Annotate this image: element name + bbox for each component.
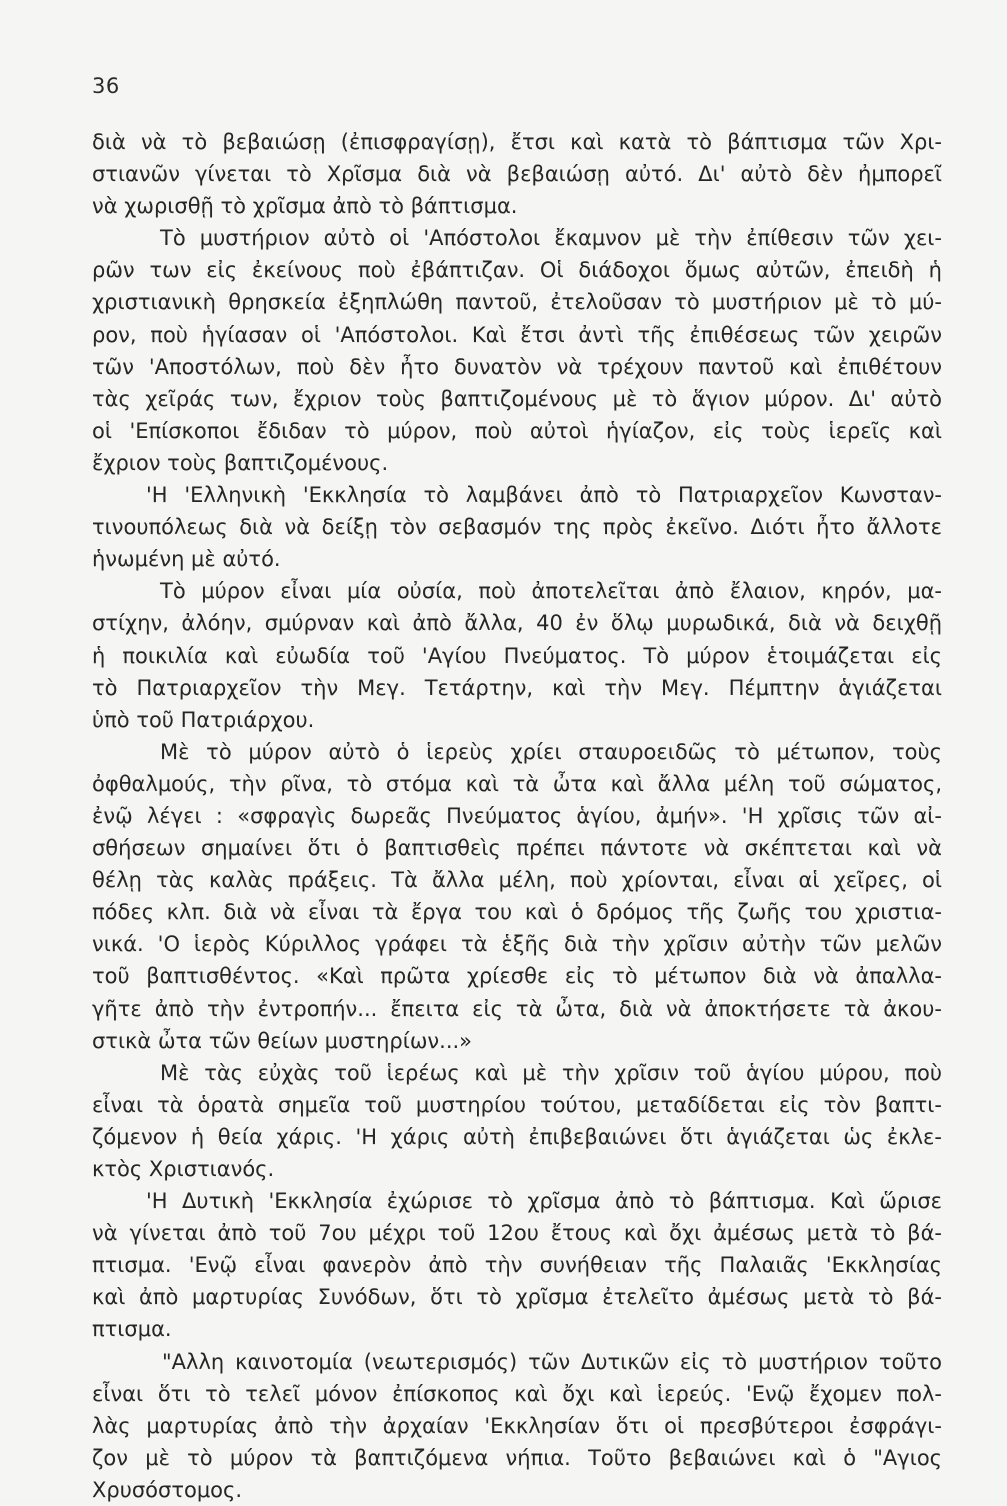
text-line: "Αλλη καινοτομία (νεωτερισμός) τῶν Δυτικῶν εἰς τὸ μυστήριον τοῦτο (162, 1349, 942, 1374)
text-line: λὰς μαρτυρίας ἀπὸ τὴν ἀρχαίαν 'Εκκλησίαν ὅτι οἱ πρεσβύτεροι ἐσφράγι- (92, 1413, 942, 1438)
text-line: ἔχριον τοὺς βαπτιζομένους. (92, 450, 389, 475)
page-number: 36 (92, 74, 120, 98)
text-line: στικὰ ὦτα τῶν θείων μυστηρίων...» (92, 1028, 473, 1053)
text-line: χριστιανικὴ θρησκεία ἐξηπλώθη παντοῦ, ἐτελοῦσαν τὸ μυστήριον μὲ τὸ μύ- (92, 290, 942, 315)
text-line: Χρυσόστομος. (92, 1477, 243, 1502)
text-line: τὰς χεῖράς των, ἔχριον τοὺς βαπτιζομένους μὲ τὸ ἅγιον μύρον. Δι' αὐτὸ (92, 386, 942, 411)
text-line: πτισμα. (92, 1317, 172, 1342)
text-line: τῶν 'Αποστόλων, ποὺ δὲν ἦτο δυνατὸν νὰ τρέχουν παντοῦ καὶ ἐπιθέτουν (92, 354, 942, 379)
text-line: πόδες κλπ. διὰ νὰ εἶναι τὰ ἔργα του καὶ ὁ δρόμος τῆς ζωῆς του χριστια- (92, 900, 942, 925)
body-text (92, 126, 942, 1506)
text-line: ζόμενον ἡ θεία χάρις. 'Η χάρις αὐτὴ ἐπιβεβαιώνει ὅτι ἁγιάζεται ὡς ἐκλε- (92, 1124, 942, 1149)
text-line: θέλῃ τὰς καλὰς πράξεις. Τὰ ἄλλα μέλη, ποὺ χρίονται, εἶναι αἱ χεῖρες, οἱ (92, 868, 942, 893)
text-line: Μὲ τὰς εὐχὰς τοῦ ἱερέως καὶ μὲ τὴν χρῖσιν τοῦ ἁγίου μύρου, ποὺ (160, 1060, 942, 1085)
text-line: Μὲ τὸ μύρον αὐτὸ ὁ ἱερεὺς χρίει σταυροειδῶς τὸ μέτωπον, τοὺς (160, 739, 942, 764)
text-line: 'Η 'Ελληνικὴ 'Εκκλησία τὸ λαμβάνει ἀπὸ τὸ Πατριαρχεῖον Κωνσταν- (146, 483, 942, 508)
text-line: νὰ χωρισθῇ τὸ χρῖσμα ἀπὸ τὸ βάπτισμα. (92, 194, 518, 219)
text-line: κτὸς Χριστιανός. (92, 1157, 275, 1181)
text-line: εἶναι τὰ ὁρατὰ σημεῖα τοῦ μυστηρίου τούτου, μεταδίδεται εἰς τὸν βαπτι- (92, 1092, 942, 1117)
text-line: εἶναι ὅτι τὸ τελεῖ μόνον ἐπίσκοπος καὶ ὄχι καὶ ἱερεύς. 'Ενῷ ἔχομεν πολ- (92, 1381, 942, 1406)
text-line: τοῦ βαπτισθέντος. «Καὶ πρῶτα χρίεσθε εἰς τὸ μέτωπον διὰ νὰ ἀπαλλα- (92, 964, 942, 989)
text-line: ἡ ποικιλία καὶ εὐωδία τοῦ 'Αγίου Πνεύματος. Τὸ μύρον ἑτοιμάζεται εἰς (92, 643, 942, 668)
text-line: πτισμα. 'Ενῷ εἶναι φανερὸν ἀπὸ τὴν συνήθειαν τῆς Παλαιᾶς 'Εκκλησίας (92, 1253, 942, 1278)
text-line: ἐνῷ λέγει : «σφραγὶς δωρεᾶς Πνεύματος ἁγίου, ἀμήν». 'Η χρῖσις τῶν αἰ- (92, 803, 942, 828)
text-line: γῆτε ἀπὸ τὴν ἐντροπήν... ἔπειτα εἰς τὰ ὦτα, διὰ νὰ ἀποκτήσετε τὰ ἀκου- (92, 996, 942, 1021)
text-line: στίχην, ἀλόην, σμύρναν καὶ ἀπὸ ἄλλα, 40 ἐν ὅλῳ μυρωδικά, διὰ νὰ δειχθῇ (92, 611, 942, 636)
text-line: οἱ 'Επίσκοποι ἔδιδαν τὸ μύρον, ποὺ αὐτοὶ ἡγίαζον, εἰς τοὺς ἱερεῖς καὶ (92, 418, 942, 443)
text-line: 'Η Δυτικὴ 'Εκκλησία ἐχώρισε τὸ χρῖσμα ἀπὸ τὸ βάπτισμα. Καὶ ὥρισε (146, 1189, 942, 1214)
text-line: τινουπόλεως διὰ νὰ δείξῃ τὸν σεβασμόν της πρὸς ἐκεῖνο. Διότι ἦτο ἄλλοτε (92, 515, 942, 540)
text-line: σθήσεων σημαίνει ὅτι ὁ βαπτισθεὶς πρέπει πάντοτε νὰ σκέπτεται καὶ νὰ (92, 836, 942, 861)
text-line: Τὸ μυστήριον αὐτὸ οἱ 'Απόστολοι ἔκαμνον μὲ τὴν ἐπίθεσιν τῶν χει- (160, 226, 942, 251)
text-line: ζον μὲ τὸ μύρον τὰ βαπτιζόμενα νήπια. Τοῦτο βεβαιώνει καὶ ὁ "Αγιος (92, 1445, 942, 1470)
text-line: καὶ ἀπὸ μαρτυρίας Συνόδων, ὅτι τὸ χρῖσμα ἐτελεῖτο ἀμέσως μετὰ τὸ βά- (92, 1285, 942, 1310)
text-line: ρον, ποὺ ἡγίασαν οἱ 'Απόστολοι. Καὶ ἔτσι ἀντὶ τῆς ἐπιθέσεως τῶν χειρῶν (92, 322, 942, 347)
text-line: νικά. 'Ο ἱερὸς Κύριλλος γράφει τὰ ἑξῆς διὰ τὴν χρῖσιν αὐτὴν τῶν μελῶν (92, 932, 942, 957)
text-line: τὸ Πατριαρχεῖον τὴν Μεγ. Τετάρτην, καὶ τὴν Μεγ. Πέμπτην ἁγιάζεται (92, 675, 942, 700)
text-line: στιανῶν γίνεται τὸ Χρῖσμα διὰ νὰ βεβαιώσῃ αὐτό. Δι' αὐτὸ δὲν ἠμπορεῖ (92, 162, 942, 187)
text-line: ἡνωμένη μὲ αὐτό. (92, 547, 281, 572)
text-line: ὑπὸ τοῦ Πατριάρχου. (92, 707, 315, 732)
text-line: Τὸ μύρον εἶναι μία οὐσία, ποὺ ἀποτελεῖται ἀπὸ ἔλαιον, κηρόν, μα- (160, 579, 942, 604)
text-line: νὰ γίνεται ἀπὸ τοῦ 7ου μέχρι τοῦ 12ου ἔτους καὶ ὄχι ἀμέσως μετὰ τὸ βά- (92, 1221, 942, 1246)
text-line: ρῶν των εἰς ἐκείνους ποὺ ἐβάπτιζαν. Οἱ διάδοχοι ὅμως αὐτῶν, ἐπειδὴ ἡ (92, 258, 942, 283)
text-line: διὰ νὰ τὸ βεβαιώσῃ (ἐπισφραγίσῃ), ἔτσι καὶ κατὰ τὸ βάπτισμα τῶν Χρι- (92, 130, 942, 154)
text-line: ὀφθαλμούς, τὴν ρῖνα, τὸ στόμα καὶ τὰ ὦτα καὶ ἄλλα μέλη τοῦ σώματος, (92, 771, 942, 796)
